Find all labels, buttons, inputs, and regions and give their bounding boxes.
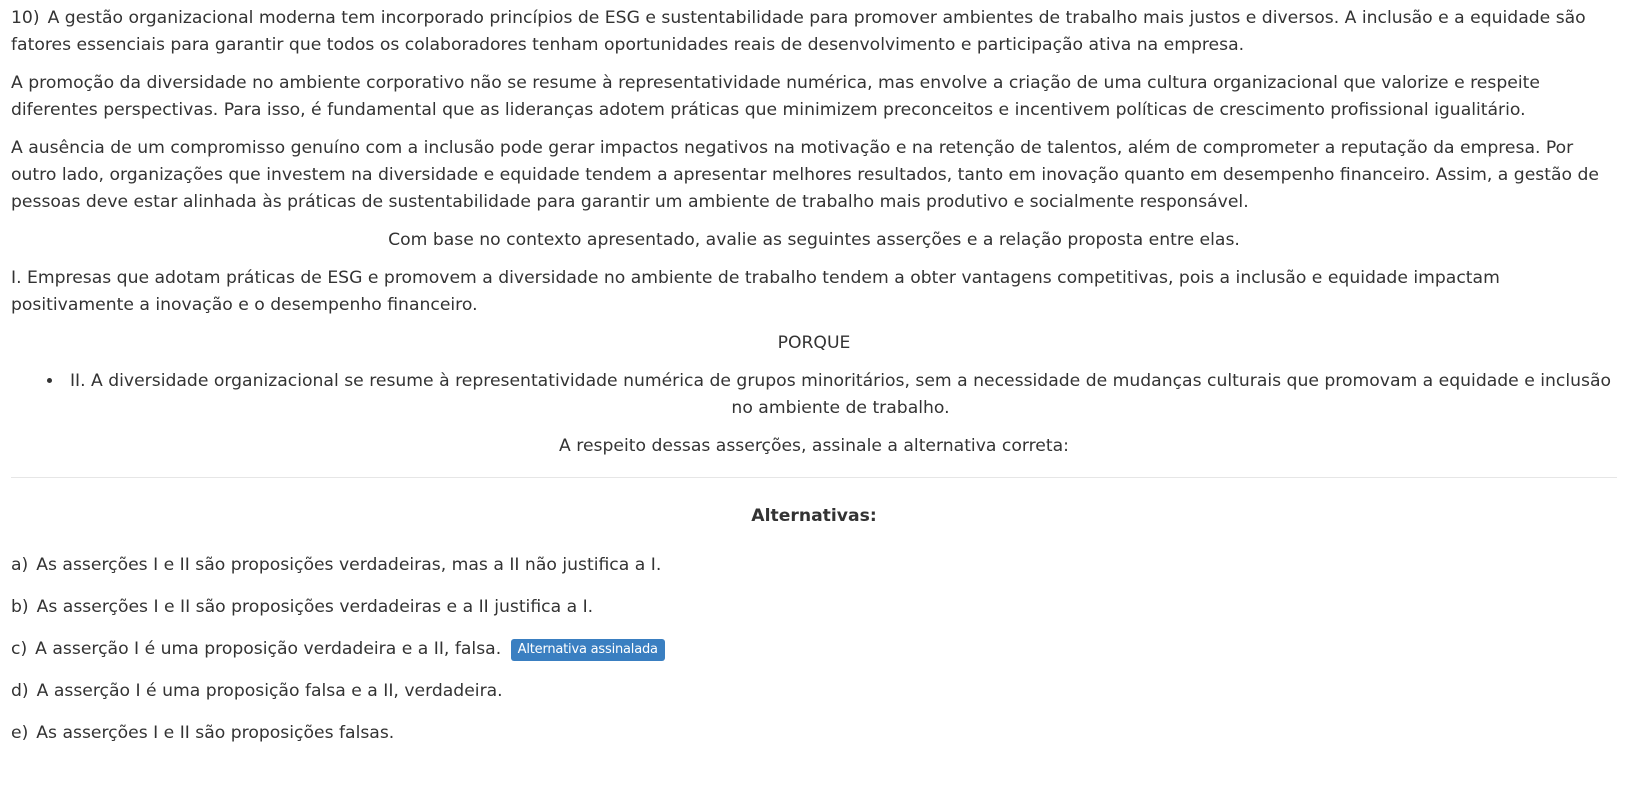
alternative-text: As asserções I e II são proposições falsas.: [36, 723, 395, 743]
question-number: 10): [11, 8, 40, 28]
alternative-e[interactable]: [11, 720, 1617, 747]
assertion-1: I. Empresas que adotam práticas de ESG e promovem a diversidade no ambiente de trabalho tendem a obter vantagens competitivas, pois a inclusão e equidade impactam positivamente a inovação e o desempenho financeiro.: [11, 268, 1500, 315]
context-paragraph-3: A ausência de um compromisso genuíno com a inclusão pode gerar impactos negativos na motivação e na retenção de talentos, além de comprometer a reputação da empresa. Por outro lado, organizações que investem na diversidade e equidade tendem a apresentar melhores resultados, tanto em inovação quanto em desempenho financeiro. Assim, a gestão de pessoas deve estar alinhada às práticas de sustentabilidade para garantir um ambiente de trabalho mais produtivo e socialmente responsável.: [11, 138, 1599, 212]
question-intro: [11, 5, 1617, 59]
divider: [11, 477, 1617, 478]
alternative-b[interactable]: [11, 594, 1617, 621]
assertion-list: [11, 368, 1617, 422]
alternative-letter: d): [11, 681, 29, 701]
alternative-text: As asserções I e II são proposições verdadeiras, mas a II não justifica a I.: [36, 555, 662, 575]
alternative-letter: a): [11, 555, 29, 575]
connector-porque: PORQUE: [777, 333, 851, 353]
alternatives-title: Alternativas:: [751, 506, 877, 526]
alternative-text: A asserção I é uma proposição verdadeira e a II, falsa.: [35, 639, 502, 659]
alternative-letter: e): [11, 723, 29, 743]
instruction-text: Com base no contexto apresentado, avalie as seguintes asserções e a relação proposta entre elas.: [388, 230, 1240, 250]
assertion-2: • II. A diversidade organizacional se resume à representatividade numérica de grupos minoritários, sem a necessidade de mudanças culturais que promovam a equidade e inclusão no ambiente de trabalho.: [64, 368, 1617, 422]
question-intro-text: A gestão organizacional moderna tem incorporado princípios de ESG e sustentabilidade para promover ambientes de trabalho mais justos e diversos. A inclusão e a equidade são fatores essenciais para garantir que todos os colaboradores tenham oportunidades reais de desenvolvimento e participação ativa na empresa.: [11, 8, 1586, 55]
selected-alternative-badge: Alternativa assinalada: [511, 639, 665, 661]
alternative-letter: c): [11, 639, 28, 659]
alternative-c[interactable]: [11, 636, 1617, 663]
alternative-text: As asserções I e II são proposições verdadeiras e a II justifica a I.: [36, 597, 594, 617]
alternatives-list: [11, 552, 1617, 747]
context-paragraph-2: A promoção da diversidade no ambiente corporativo não se resume à representatividade numérica, mas envolve a criação de uma cultura organizacional que valorize e respeite diferentes perspectivas. Para isso, é fundamental que as lideranças adotem práticas que minimizem preconceitos e incentivem políticas de crescimento profissional igualitário.: [11, 73, 1540, 120]
alternative-letter: b): [11, 597, 29, 617]
alternative-a[interactable]: [11, 552, 1617, 579]
alternative-text: A asserção I é uma proposição falsa e a II, verdadeira.: [36, 681, 503, 701]
answer-prompt: A respeito dessas asserções, assinale a alternativa correta:: [559, 436, 1069, 456]
alternative-d[interactable]: [11, 678, 1617, 705]
